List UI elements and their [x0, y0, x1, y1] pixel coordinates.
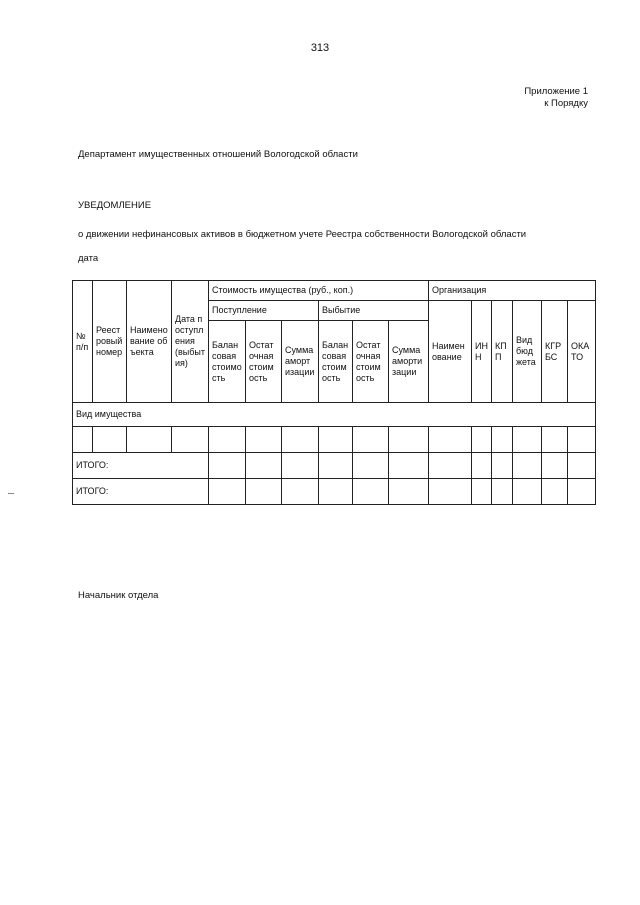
header-in-amortization: Сумма амортизации [282, 321, 319, 403]
cell[interactable] [282, 479, 319, 505]
cell[interactable] [542, 479, 568, 505]
header-income: Поступление [209, 301, 319, 321]
cell[interactable] [492, 479, 513, 505]
header-budget-type: Вид бюджета [513, 301, 542, 403]
cell[interactable] [209, 479, 246, 505]
header-kgrbs: КГРБС [542, 301, 568, 403]
total-label: ИТОГО: [73, 453, 209, 479]
cell[interactable] [246, 453, 282, 479]
header-kpp: КПП [492, 301, 513, 403]
cell[interactable] [429, 453, 472, 479]
date-label: дата [78, 253, 99, 264]
cell[interactable] [568, 427, 596, 453]
cell[interactable] [429, 427, 472, 453]
document-title: УВЕДОМЛЕНИЕ [78, 200, 152, 211]
cell[interactable] [319, 427, 353, 453]
header-organization-group: Организация [429, 281, 596, 301]
cell[interactable] [542, 453, 568, 479]
document-subtitle: о движении нефинансовых активов в бюджетном учете Реестра собственности Вологодской области [78, 229, 527, 240]
page-number: 313 [310, 42, 330, 54]
cell[interactable] [73, 427, 93, 453]
header-org-name: Наименование [429, 301, 472, 403]
signature-label: Начальник отдела [78, 590, 159, 601]
header-object-name: Наименование объекта [127, 281, 172, 403]
header-out-residual-value: Остаточная стоимость [353, 321, 389, 403]
header-in-balance-value: Балансовая стоимость [209, 321, 246, 403]
cell[interactable] [472, 479, 492, 505]
appendix-line-2: к Порядку [544, 98, 588, 109]
header-registry-number: Реестровый номер [93, 281, 127, 403]
cell[interactable] [513, 427, 542, 453]
table-row [73, 427, 596, 453]
cell[interactable] [246, 427, 282, 453]
cell[interactable] [389, 427, 429, 453]
cell[interactable] [429, 479, 472, 505]
header-okato: ОКАТО [568, 301, 596, 403]
total-label: ИТОГО: [73, 479, 209, 505]
cell[interactable] [209, 427, 246, 453]
cell[interactable] [389, 453, 429, 479]
cell[interactable] [319, 479, 353, 505]
margin-mark [8, 493, 14, 494]
cell[interactable] [542, 427, 568, 453]
cell[interactable] [492, 427, 513, 453]
header-disposal: Выбытие [319, 301, 429, 321]
header-out-amortization: Сумма амортизации [389, 321, 429, 403]
cell[interactable] [353, 427, 389, 453]
cell[interactable] [568, 479, 596, 505]
cell[interactable] [389, 479, 429, 505]
cell[interactable] [353, 453, 389, 479]
appendix-note [524, 86, 588, 110]
cell[interactable] [93, 427, 127, 453]
cell[interactable] [246, 479, 282, 505]
cell[interactable] [282, 427, 319, 453]
section-asset-type: Вид имущества [73, 403, 596, 427]
appendix-line-1: Приложение 1 [524, 86, 588, 97]
total-row [73, 479, 596, 505]
cell[interactable] [209, 453, 246, 479]
cell[interactable] [319, 453, 353, 479]
cell[interactable] [282, 453, 319, 479]
assets-table [72, 280, 596, 505]
cell[interactable] [513, 479, 542, 505]
header-no: № п/п [73, 281, 93, 403]
cell[interactable] [353, 479, 389, 505]
cell[interactable] [472, 427, 492, 453]
cell[interactable] [472, 453, 492, 479]
header-in-residual-value: Остаточная стоимость [246, 321, 282, 403]
department-name: Департамент имущественных отношений Вологодской области [78, 149, 358, 160]
header-value-group: Стоимость имущества (руб., коп.) [209, 281, 429, 301]
cell[interactable] [568, 453, 596, 479]
header-date: Дата поступления (выбытия) [172, 281, 209, 403]
cell[interactable] [172, 427, 209, 453]
header-out-balance-value: Балансовая стоимость [319, 321, 353, 403]
cell[interactable] [127, 427, 172, 453]
cell[interactable] [492, 453, 513, 479]
header-inn: ИНН [472, 301, 492, 403]
cell[interactable] [513, 453, 542, 479]
total-row [73, 453, 596, 479]
